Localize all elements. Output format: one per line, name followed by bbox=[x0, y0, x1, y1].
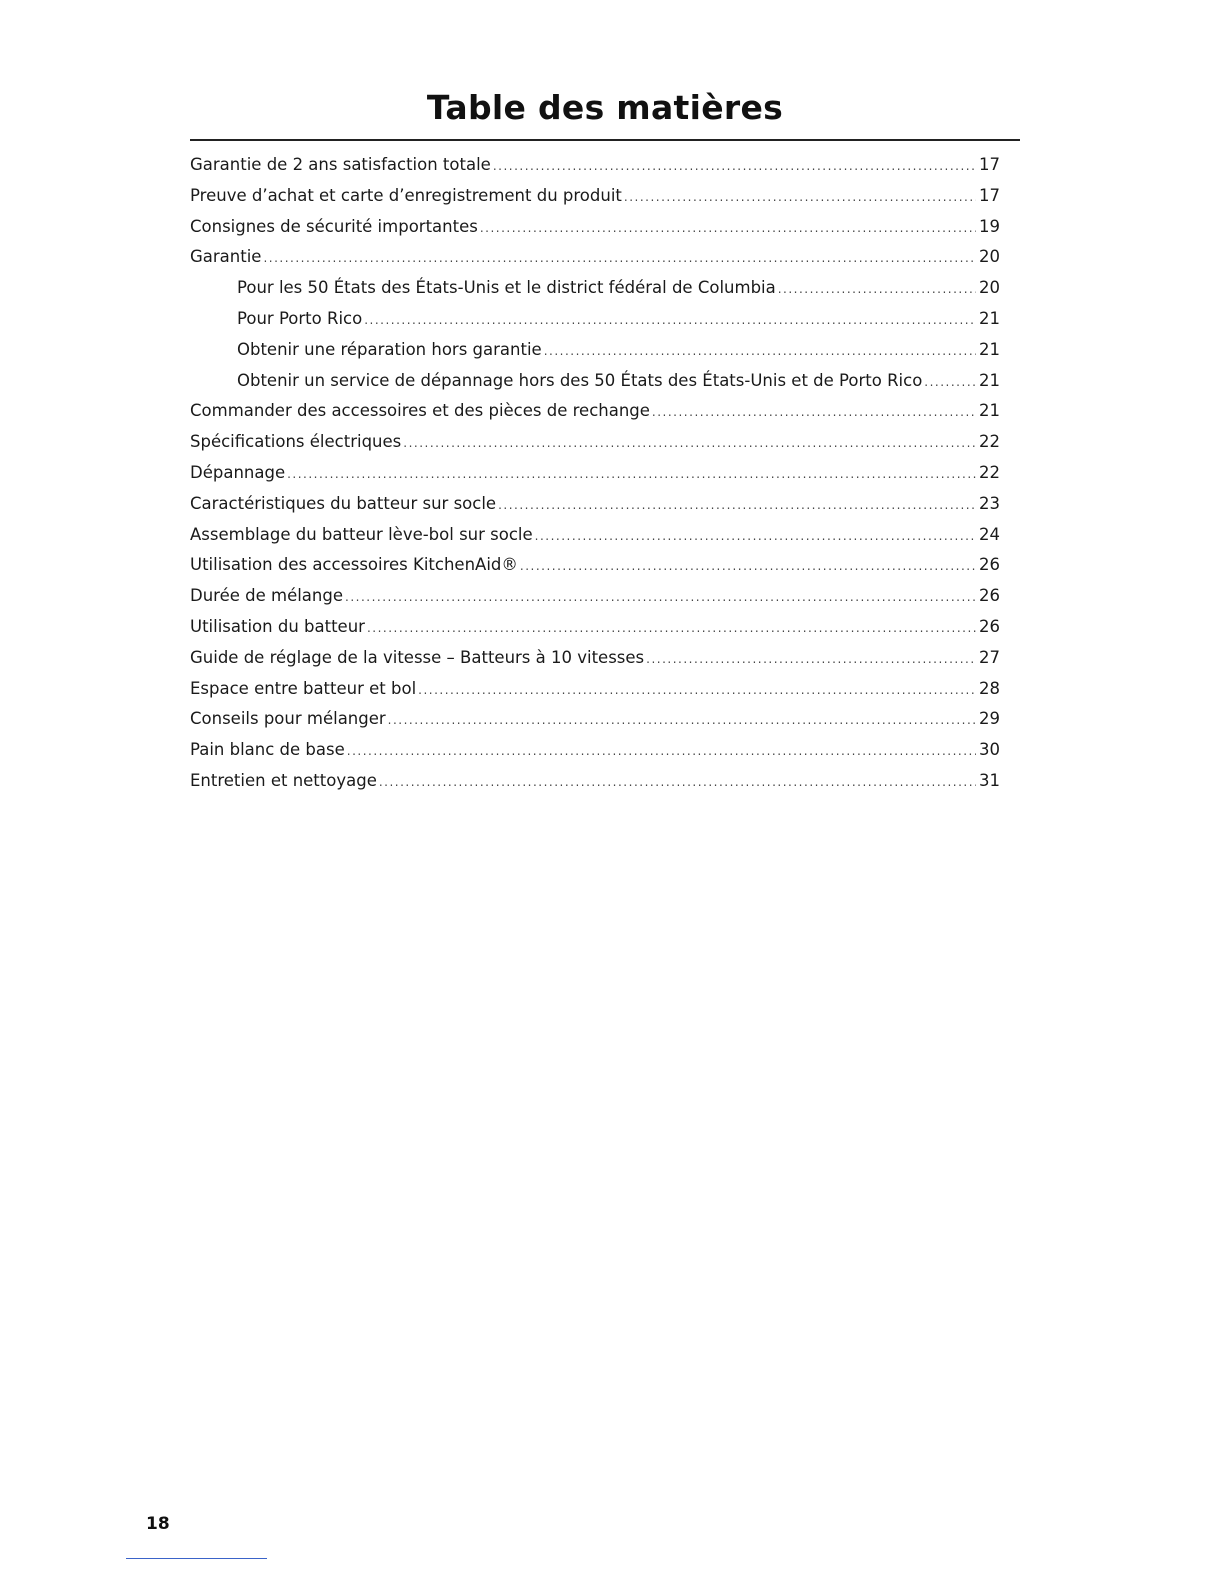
toc-entry-label: Utilisation du batteur bbox=[190, 616, 365, 636]
toc-entry-page: 26 bbox=[979, 555, 1000, 575]
toc-subentry bbox=[190, 304, 1000, 335]
toc-entry-label: Utilisation des accessoires KitchenAid® bbox=[190, 555, 518, 575]
toc-entry-label: Pour Porto Rico bbox=[237, 308, 363, 328]
toc-dot-leader bbox=[646, 644, 976, 675]
toc-entry-label: Pour les 50 États des États-Unis et le district fédéral de Columbia bbox=[237, 278, 776, 298]
toc-entry-label: Entretien et nettoyage bbox=[190, 770, 377, 790]
toc-entry-label: Preuve d’achat et carte d’enregistrement du produit bbox=[190, 185, 622, 205]
page-title: Table des matières bbox=[426, 88, 784, 127]
toc-entry-page: 17 bbox=[979, 155, 1000, 174]
toc-entry-label: Pain blanc de base bbox=[190, 740, 345, 760]
toc-entry bbox=[190, 212, 1000, 243]
title-divider bbox=[190, 139, 1020, 141]
toc-entry-page: 30 bbox=[979, 740, 1000, 760]
toc-dot-leader bbox=[263, 243, 976, 274]
toc-entry bbox=[190, 581, 1000, 612]
toc-entry-page: 17 bbox=[979, 185, 1000, 205]
toc-entry bbox=[190, 489, 1000, 520]
toc-dot-leader bbox=[480, 213, 976, 244]
toc-entry-label: Garantie bbox=[190, 247, 262, 267]
toc-entry-page: 26 bbox=[979, 616, 1000, 636]
toc-entry-label: Obtenir une réparation hors garantie bbox=[237, 339, 542, 359]
toc-entry bbox=[190, 735, 1000, 766]
toc-entry-page: 21 bbox=[979, 308, 1000, 328]
toc-entry-label: Obtenir un service de dépannage hors des 50 États des États-Unis et de Porto Rico bbox=[237, 370, 923, 390]
toc-entry bbox=[190, 181, 1000, 212]
toc-entry bbox=[190, 674, 1000, 705]
toc-entry-label: Garantie de 2 ans satisfaction totale bbox=[190, 155, 491, 174]
toc-dot-leader bbox=[347, 736, 976, 767]
toc-entry-page: 24 bbox=[979, 524, 1000, 544]
toc-entry bbox=[190, 458, 1000, 489]
toc-entry-label: Espace entre batteur et bol bbox=[190, 678, 417, 698]
toc-entry-label: Guide de réglage de la vitesse – Batteurs à 10 vitesses bbox=[190, 647, 645, 667]
toc-entry-page: 29 bbox=[979, 709, 1000, 729]
toc-entry-page: 22 bbox=[979, 432, 1000, 452]
toc-entry-label: Assemblage du batteur lève-bol sur socle bbox=[190, 524, 533, 544]
toc-dot-leader bbox=[535, 521, 976, 552]
toc-entry-label: Caractéristiques du batteur sur socle bbox=[190, 493, 497, 513]
toc-dot-leader bbox=[367, 613, 976, 644]
toc-entry-label: Conseils pour mélanger bbox=[190, 709, 386, 729]
toc-dot-leader bbox=[652, 397, 976, 428]
toc-entry-page: 20 bbox=[979, 247, 1000, 267]
toc-entry-label: Commander des accessoires et des pièces de rechange bbox=[190, 401, 650, 421]
toc-entry-page: 21 bbox=[979, 339, 1000, 359]
toc-entry-page: 22 bbox=[979, 462, 1000, 482]
toc-dot-leader bbox=[418, 675, 976, 706]
toc-entry bbox=[190, 612, 1000, 643]
toc-dot-leader bbox=[379, 767, 976, 798]
toc-entry bbox=[190, 550, 1000, 581]
toc-entry bbox=[190, 396, 1000, 427]
toc-dot-leader bbox=[924, 367, 976, 398]
page-number: 18 bbox=[146, 1514, 170, 1534]
toc-entry-page: 21 bbox=[979, 401, 1000, 421]
toc-entry bbox=[190, 150, 1000, 181]
toc-dot-leader bbox=[388, 705, 976, 736]
toc-dot-leader bbox=[493, 151, 976, 182]
toc-dot-leader bbox=[624, 182, 976, 213]
toc-dot-leader bbox=[520, 551, 976, 582]
toc-entry bbox=[190, 242, 1000, 273]
toc-entry bbox=[190, 766, 1000, 797]
toc-entry-page: 20 bbox=[979, 278, 1000, 298]
toc-dot-leader bbox=[778, 274, 976, 305]
toc-entry-page: 26 bbox=[979, 586, 1000, 606]
toc-subentry bbox=[190, 366, 1000, 397]
toc-subentry bbox=[190, 273, 1000, 304]
toc-entry-page: 27 bbox=[979, 647, 1000, 667]
toc-entry bbox=[190, 643, 1000, 674]
toc-entry bbox=[190, 520, 1000, 551]
toc-dot-leader bbox=[498, 490, 976, 521]
table-of-contents bbox=[190, 150, 1000, 797]
toc-entry-page: 23 bbox=[979, 493, 1000, 513]
toc-dot-leader bbox=[345, 582, 976, 613]
toc-subentry bbox=[190, 335, 1000, 366]
toc-entry-page: 28 bbox=[979, 678, 1000, 698]
toc-entry-label: Consignes de sécurité importantes bbox=[190, 216, 478, 236]
toc-entry bbox=[190, 704, 1000, 735]
toc-entry-page: 19 bbox=[979, 216, 1000, 236]
toc-dot-leader bbox=[403, 428, 976, 459]
toc-entry bbox=[190, 427, 1000, 458]
toc-dot-leader bbox=[364, 305, 976, 336]
toc-dot-leader bbox=[287, 459, 976, 490]
toc-entry-label: Spécifications électriques bbox=[190, 432, 402, 452]
toc-entry-label: Durée de mélange bbox=[190, 586, 344, 606]
toc-entry-page: 31 bbox=[979, 770, 1000, 790]
footer-link-underline bbox=[126, 1558, 267, 1559]
toc-entry-page: 21 bbox=[979, 370, 1000, 390]
toc-dot-leader bbox=[544, 336, 976, 367]
toc-entry-label: Dépannage bbox=[190, 462, 286, 482]
